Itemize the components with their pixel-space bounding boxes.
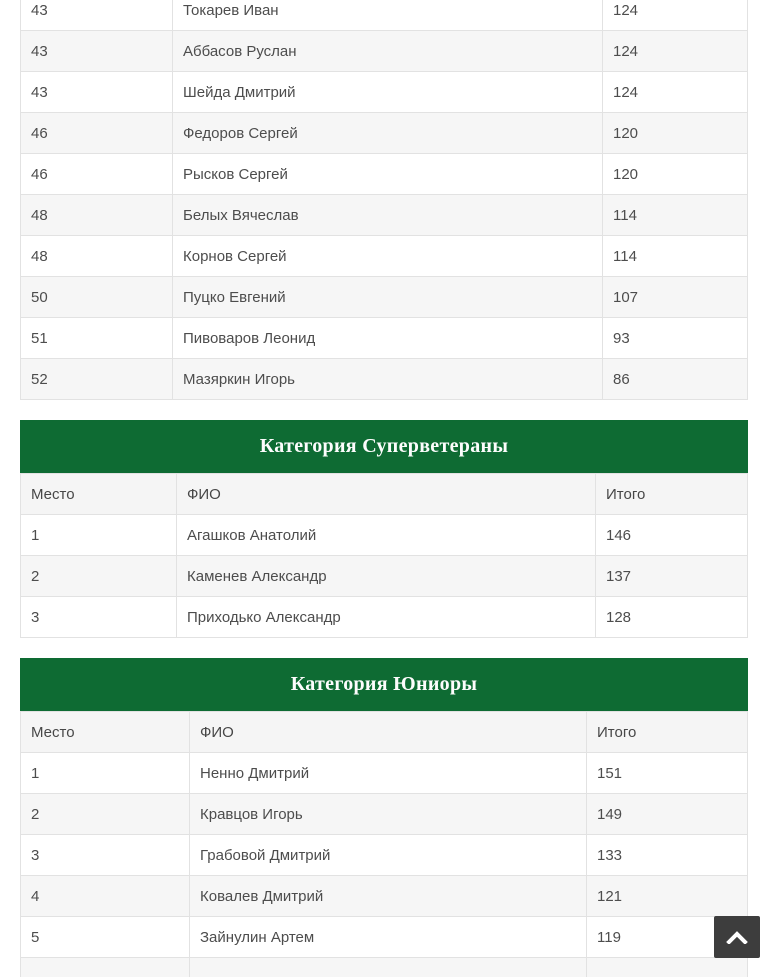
table-cell: 146 xyxy=(596,515,748,556)
table-cell: 114 xyxy=(603,236,748,277)
table-body xyxy=(21,0,748,400)
chevron-up-icon xyxy=(726,931,748,944)
table-cell: 2 xyxy=(21,794,190,835)
table-cell: Аббасов Руслан xyxy=(173,31,603,72)
table-cell: 43 xyxy=(21,72,173,113)
table-row xyxy=(21,876,748,917)
table-cell xyxy=(587,958,748,977)
table-row xyxy=(21,753,748,794)
table-cell: 119 xyxy=(587,917,748,958)
table-cell: Шейда Дмитрий xyxy=(173,72,603,113)
table-cell: Ковалев Дмитрий xyxy=(190,876,587,917)
results-table-juniors xyxy=(20,711,748,977)
table-cell: Белых Вячеслав xyxy=(173,195,603,236)
table-cell: 124 xyxy=(603,0,748,31)
table-cell: 3 xyxy=(21,835,190,876)
table-cell: 151 xyxy=(587,753,748,794)
table-cell: 46 xyxy=(21,113,173,154)
table-cell: 133 xyxy=(587,835,748,876)
results-table-previous-category xyxy=(20,0,748,400)
column-header-total: Итого xyxy=(587,712,748,753)
category-title: Категория Суперветераны xyxy=(259,435,509,457)
table-cell: Ненно Дмитрий xyxy=(190,753,587,794)
table-cell: 124 xyxy=(603,31,748,72)
table-cell: 124 xyxy=(603,72,748,113)
table-cell xyxy=(190,958,587,977)
table-cell: 3 xyxy=(21,597,177,638)
column-header-name: ФИО xyxy=(177,474,596,515)
table-row xyxy=(21,236,748,277)
category-banner xyxy=(20,420,748,473)
table-cell: Федоров Сергей xyxy=(173,113,603,154)
table-header-row xyxy=(21,712,748,753)
table-row xyxy=(21,597,748,638)
section-superveterans xyxy=(20,420,748,638)
table-row xyxy=(21,835,748,876)
table-cell: Каменев Александр xyxy=(177,556,596,597)
table-row xyxy=(21,359,748,400)
column-header-place: Место xyxy=(21,712,190,753)
table-cell: 137 xyxy=(596,556,748,597)
table-row xyxy=(21,154,748,195)
table-cell: Приходько Александр xyxy=(177,597,596,638)
table-row-partial xyxy=(21,958,748,977)
table-cell: 120 xyxy=(603,113,748,154)
table-cell: 128 xyxy=(596,597,748,638)
table-cell: 121 xyxy=(587,876,748,917)
table-cell: 48 xyxy=(21,236,173,277)
table-row xyxy=(21,277,748,318)
table-cell: 5 xyxy=(21,917,190,958)
table-cell: 46 xyxy=(21,154,173,195)
table-cell: Пуцко Евгений xyxy=(173,277,603,318)
table-cell: 1 xyxy=(21,753,190,794)
table-cell: 120 xyxy=(603,154,748,195)
table-cell: Зайнулин Артем xyxy=(190,917,587,958)
column-header-name: ФИО xyxy=(190,712,587,753)
table-row xyxy=(21,31,748,72)
table-cell: Грабовой Дмитрий xyxy=(190,835,587,876)
results-table-superveterans xyxy=(20,473,748,638)
table-cell: 4 xyxy=(21,876,190,917)
table-cell: 51 xyxy=(21,318,173,359)
table-row xyxy=(21,917,748,958)
category-banner xyxy=(20,658,748,711)
table-cell: 2 xyxy=(21,556,177,597)
table-cell: 50 xyxy=(21,277,173,318)
table-cell: Пивоваров Леонид xyxy=(173,318,603,359)
table-row xyxy=(21,72,748,113)
section-juniors xyxy=(20,658,748,977)
table-cell: 52 xyxy=(21,359,173,400)
table-cell: Агашков Анатолий xyxy=(177,515,596,556)
column-header-place: Место xyxy=(21,474,177,515)
table-cell: 86 xyxy=(603,359,748,400)
table-row xyxy=(21,113,748,154)
results-page-content xyxy=(20,0,748,977)
scroll-to-top-button[interactable] xyxy=(714,916,760,958)
table-body xyxy=(21,515,748,638)
table-cell: 114 xyxy=(603,195,748,236)
table-cell: 107 xyxy=(603,277,748,318)
table-row xyxy=(21,515,748,556)
table-cell: 43 xyxy=(21,0,173,31)
category-title: Категория Юниоры xyxy=(290,673,478,695)
table-cell: Рысков Сергей xyxy=(173,154,603,195)
table-cell: Кравцов Игорь xyxy=(190,794,587,835)
table-cell: 1 xyxy=(21,515,177,556)
table-cell: 48 xyxy=(21,195,173,236)
table-cell: Корнов Сергей xyxy=(173,236,603,277)
table-row xyxy=(21,794,748,835)
table-cell xyxy=(21,958,190,977)
table-row xyxy=(21,195,748,236)
table-row xyxy=(21,318,748,359)
column-header-total: Итого xyxy=(596,474,748,515)
table-cell: Мазяркин Игорь xyxy=(173,359,603,400)
table-row xyxy=(21,556,748,597)
table-body xyxy=(21,753,748,977)
table-cell: 149 xyxy=(587,794,748,835)
table-cell: 43 xyxy=(21,31,173,72)
table-header-row xyxy=(21,474,748,515)
table-cell: 93 xyxy=(603,318,748,359)
table-cell: Токарев Иван xyxy=(173,0,603,31)
table-row xyxy=(21,0,748,31)
